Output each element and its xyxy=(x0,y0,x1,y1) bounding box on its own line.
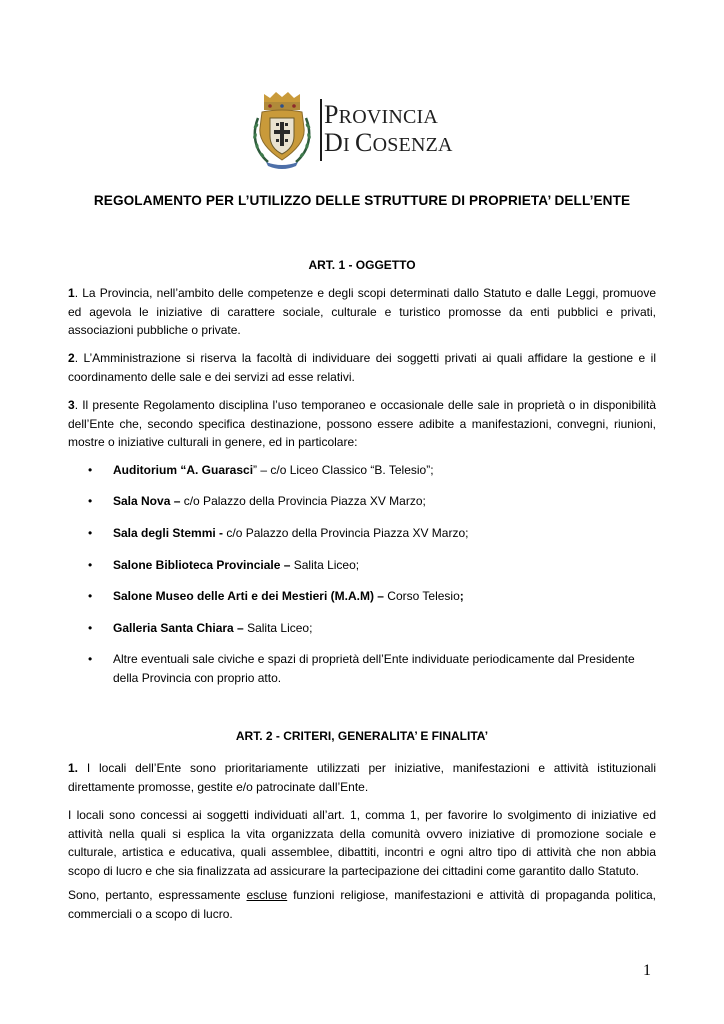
article-2-paragraph-1: 1. I locali dell’Ente sono prioritariamente utilizzati per iniziative, manifestazioni e attività istituzionali direttamente promosse, gestite e/o patrocinate dall’Ente. xyxy=(68,761,656,794)
article-1-heading: ART. 1 - OGGETTO xyxy=(308,258,416,272)
institution-name-line2: DI COSENZA xyxy=(324,128,453,157)
bullet-icon: • xyxy=(88,558,93,572)
letterhead xyxy=(250,88,490,170)
article-1-paragraph-2: 2. L’Amministrazione si riserva la facoltà di individuare dei soggetti privati ai quali affidare la gestione e il coordinamento delle sale e dei servizi ad esse relativi. xyxy=(68,351,656,384)
bullet-icon: • xyxy=(88,463,93,477)
bullet-icon: • xyxy=(88,589,93,603)
institution-name xyxy=(324,102,453,158)
article-2-paragraph-3: Sono, pertanto, espressamente escluse funzioni religiose, manifestazioni e attività di propaganda politica, commerciali o a scopo di lucro. xyxy=(68,888,656,921)
article-1-paragraph-1: 1. La Provincia, nell’ambito delle competenze e degli scopi determinati dallo Statuto e dalle Leggi, promuove ed agevola le iniziative di carattere sociale, culturale e turistico promosse da enti pubblici e privati, associazioni pubbliche o private. xyxy=(68,286,656,337)
header-divider xyxy=(320,99,322,161)
article-2-heading: ART. 2 - CRITERI, GENERALITA’ E FINALITA’ xyxy=(235,729,489,743)
document-title: REGOLAMENTO PER L’UTILIZZO DELLE STRUTTURE DI PROPRIETA’ DELL’ENTE xyxy=(93,193,631,208)
bullet-icon: • xyxy=(88,652,93,666)
article-1-paragraph-3: 3. Il presente Regolamento disciplina l’uso temporaneo e occasionale delle sale in proprietà o in disponibilità dell’Ente che, secondo specifica destinazione, possono essere adibite a manifestazioni, convegni, riunioni, mostre o iniziative culturali in genere, ed in particolare: xyxy=(68,398,656,449)
bullet-icon: • xyxy=(88,621,93,635)
page-number: 1 xyxy=(643,962,651,979)
institution-name-line1: PROVINCIA xyxy=(324,100,439,129)
coat-of-arms-logo xyxy=(250,88,314,170)
bullet-icon: • xyxy=(88,526,93,540)
bullet-icon: • xyxy=(88,494,93,508)
document-page: PROVINCIA DI COSENZA REGOLAMENTO PER L’UTILIZZO DELLE STRUTTURE DI PROPRIETA’ DELL’ENTE ART. 1 - OGGETTO 1. La Provincia, nell’ambito delle competenze e degli scopi determinati dallo Statuto e dalle Leggi, promuove ed agevola le iniziative di carattere sociale, culturale e turistico promosse da enti pubblici e privati, associazioni pubbliche o private. 2. L’Amministrazione si riserva la facoltà di individuare dei soggetti privati ai quali affidare la gestione e il coordinamento delle sale e dei servizi ad esse relativi. 3. Il presente Regolamento disciplina l’uso temporaneo e occasionale delle sale in proprietà o in disponibilità dell’Ente che, secondo specifica destinazione, possono essere adibite a manifestazioni, convegni, riunioni, mostre o iniziative culturali in genere, ed in particolare: • Auditorium “A. Guarasci” – c/o Liceo Classico “B. Telesio”; • Sala Nova – c/o Palazzo della Provincia Piazza XV Marzo; • Sala degli Stemmi - c/o Palazzo della Provincia Piazza XV Marzo; • Salone Biblioteca Provinciale – Salita Liceo; • Salone Museo delle Arti e dei Mestieri (M.A.M) – Corso Telesio; • Galleria Santa Chiara – Salita Liceo; • Altre eventuali sale civiche e spazi di proprietà dell’Ente individuate periodicamente dal Presidente della Provincia con proprio atto. ART. 2 - CRITERI, GENERALITA’ E FINALITA’ 1. I locali dell’Ente sono prioritariamente utilizzati per iniziative, manifestazioni e attività istituzionali direttamente promosse, gestite e/o patrocinate dall’Ente. I locali sono concessi ai soggetti individuati all’art. 1, comma 1, per favorire lo svolgimento di iniziative ed attività nella quali si esplica la vita organizzata della comunità ovvero iniziative di promozione sociale e culturale, artistica e educativa, quali assemblee, dibattiti, incontri e ogni altro tipo di attività che non abbia scopo di lucro e che sia finalizzata ad assicurare la partecipazione dei cittadini come garantito dallo Statuto. Sono, pertanto, espressamente escluse funzioni religiose, manifestazioni e attività di propaganda politica, commerciali o a scopo di lucro. 1 xyxy=(0,0,724,1024)
article-2-paragraph-2: I locali sono concessi ai soggetti individuati all’art. 1, comma 1, per favorire lo svolgimento di iniziative ed attività nella quali si esplica la vita organizzata della comunità ovvero iniziative di promozione sociale e culturale, artistica e educativa, quali assemblee, dibattiti, incontri e ogni altro tipo di attività che non abbia scopo di lucro e che sia finalizzata ad assicurare la partecipazione dei cittadini come garantito dallo Statuto. xyxy=(68,808,656,878)
